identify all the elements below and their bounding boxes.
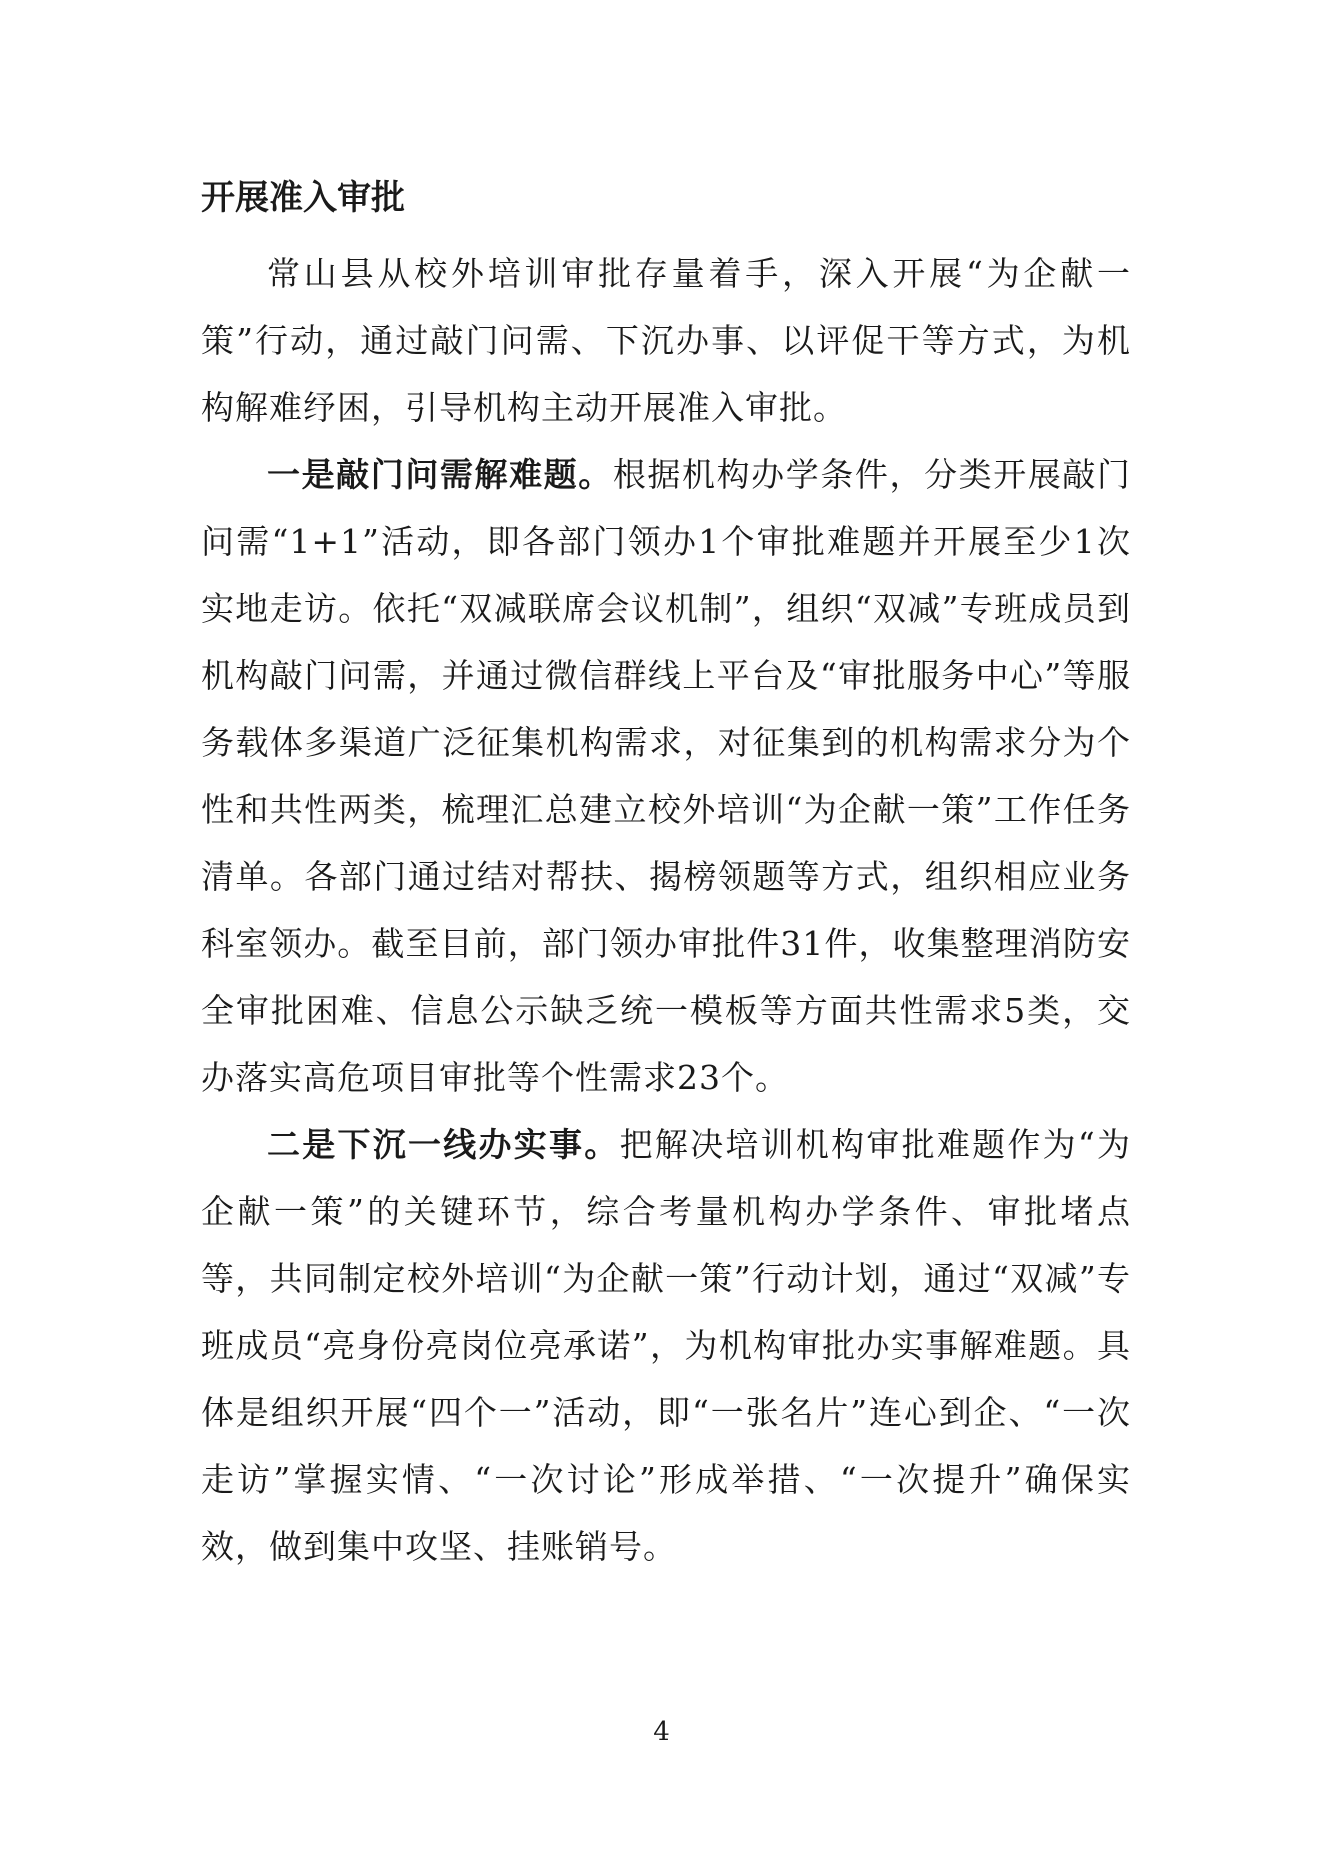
paragraph-point-one-lead: 一是敲门问需解难题。 xyxy=(267,455,613,494)
page-number: 4 xyxy=(653,1717,670,1747)
section-heading: 开展准入审批 xyxy=(201,178,405,218)
paragraph-point-two xyxy=(201,1111,1131,1580)
paragraph-point-one-text: 根据机构办学条件，分类开展敲门问需“1+1”活动，即各部门领办1个审批难题并开展至少1次实地走访。依托“双减联席会议机制”，组织“双减”专班成员到机构敲门问需，并通过微信群线上平台及“审批服务中心”等服务载体多渠道广泛征集机构需求，对征集到的机构需求分为个性和共性两类，梳理汇总建立校外培训“为企献一策”工作任务清单。各部门通过结对帮扶、揭榜领题等方式，组织相应业务科室领办。截至目前，部门领办审批件31件，收集整理消防安全审批困难、信息公示缺乏统一模板等方面共性需求5类，交办落实高危项目审批等个性需求23个。 xyxy=(201,455,1132,1097)
paragraph-intro xyxy=(201,240,1131,441)
paragraph-point-two-text: 把解决培训机构审批难题作为“为企献一策”的关键环节，综合考量机构办学条件、审批堵点等，共同制定校外培训“为企献一策”行动计划，通过“双减”专班成员“亮身份亮岗位亮承诺”，为机构审批办实事解难题。具体是组织开展“四个一”活动，即“一张名片”连心到企、“一次走访”掌握实情、“一次讨论”形成举措、“一次提升”确保实效，做到集中攻坚、挂账销号。 xyxy=(201,1125,1132,1566)
document-body xyxy=(201,240,1131,1580)
paragraph-point-two-lead: 二是下沉一线办实事。 xyxy=(267,1125,620,1164)
paragraph-intro-text: 常山县从校外培训审批存量着手，深入开展“为企献一策”行动，通过敲门问需、下沉办事、以评促干等方式，为机构解难纾困，引导机构主动开展准入审批。 xyxy=(201,254,1131,427)
paragraph-point-one xyxy=(201,441,1131,1111)
